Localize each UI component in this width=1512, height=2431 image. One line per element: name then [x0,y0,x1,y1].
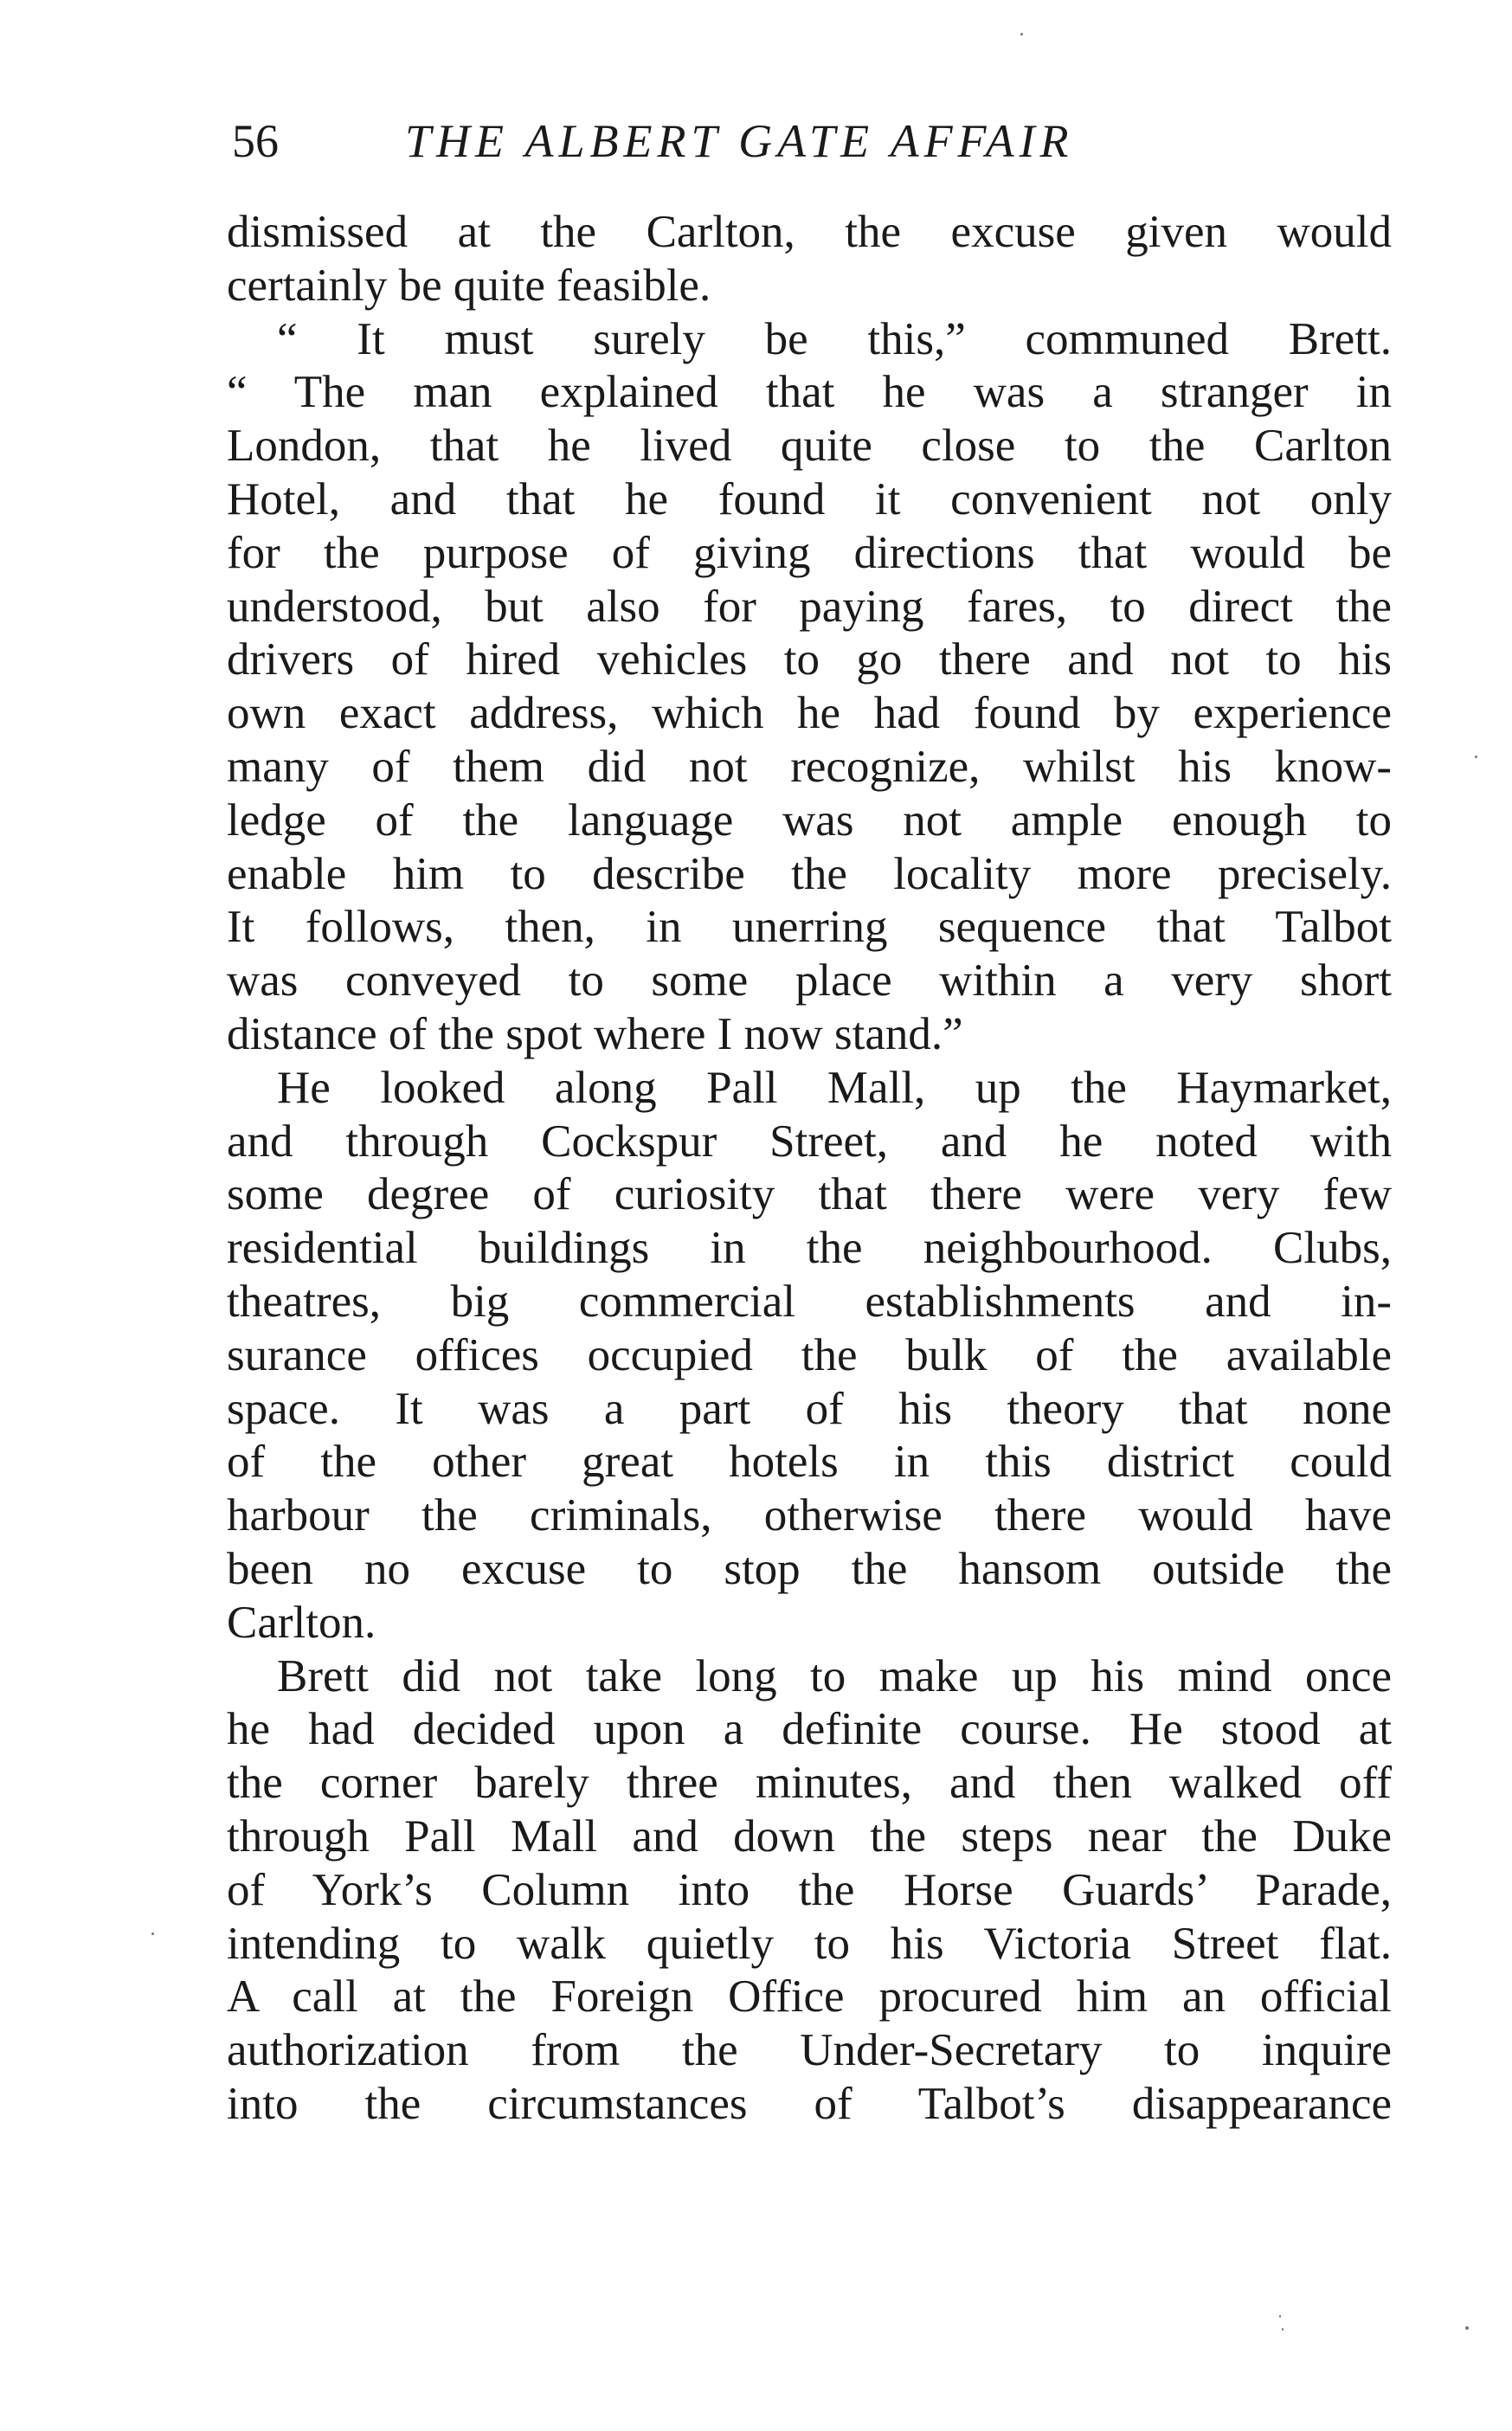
text-line: he had decided upon a definite course. He stood at [227,1704,1392,1755]
text-line: London, that he lived quite close to the Carlton [227,421,1392,472]
text-line: ledge of the language was not ample enough to [227,794,1392,846]
text-line: distance of the spot where I now stand.” [227,1008,963,1059]
running-head [232,111,1392,171]
text-line: authorization from the Under-Secretary to inquire [227,2025,1392,2076]
text-line: of York’s Column into the Horse Guards’ Parade, [227,1864,1392,1915]
ink-speck [1465,2326,1469,2330]
text-line: theatres, big commercial establishments and in- [227,1276,1392,1327]
text-line: many of them did not recognize, whilst his know- [227,741,1392,792]
text-line: He looked along Pall Mall, up the Haymarket, [277,1062,1392,1113]
text-line: drivers of hired vehicles to go there and not to his [227,634,1392,685]
running-title: THE ALBERT GATE AFFAIR [405,115,1074,167]
text-line: certainly be quite feasible. [227,260,711,311]
text-line: It follows, then, in unerring sequence that Talbot [227,902,1392,953]
text-line: and through Cockspur Street, and he noted with [227,1116,1392,1167]
text-line: enable him to describe the locality more precisely. [227,848,1392,899]
ink-speck [151,1933,154,1935]
text-line: understood, but also for paying fares, to direct the [227,581,1392,632]
text-line: harbour the criminals, otherwise there would have [227,1490,1392,1541]
text-line: into the circumstances of Talbot’s disappearance [227,2078,1392,2129]
ink-speck [1282,2328,1284,2331]
ink-speck [1279,2315,1281,2318]
body-text [227,206,1392,2132]
text-line: some degree of curiosity that there were very few [227,1169,1392,1220]
text-line: the corner barely three minutes, and then walked off [227,1758,1392,1809]
text-line: was conveyed to some place within a very short [227,955,1392,1006]
ink-speck [1020,33,1023,35]
text-line: for the purpose of giving directions that would be [227,527,1392,578]
text-line: space. It was a part of his theory that none [227,1383,1392,1434]
text-line: intending to walk quietly to his Victoria Street flat. [227,1918,1392,1969]
text-line: residential buildings in the neighbourhood. Clubs, [227,1223,1392,1274]
text-line: been no excuse to stop the hansom outside the [227,1543,1392,1594]
ink-speck [1475,756,1477,758]
text-line: Carlton. [227,1597,376,1648]
page-number: 56 [232,115,279,167]
text-line: “ It must surely be this,” communed Brett. [277,313,1392,364]
text-line: dismissed at the Carlton, the excuse given would [227,207,1392,257]
text-line: surance offices occupied the bulk of the available [227,1329,1392,1380]
text-line: Brett did not take long to make up his mind once [277,1650,1392,1701]
text-line: of the other great hotels in this district could [227,1437,1392,1488]
text-line: own exact address, which he had found by experience [227,688,1392,739]
text-line: Hotel, and that he found it convenient not only [227,473,1392,524]
text-line: A call at the Foreign Office procured him an official [227,1971,1392,2023]
text-line: through Pall Mall and down the steps near the Duke [227,1810,1392,1862]
text-line: “ The man explained that he was a stranger in [227,367,1392,418]
